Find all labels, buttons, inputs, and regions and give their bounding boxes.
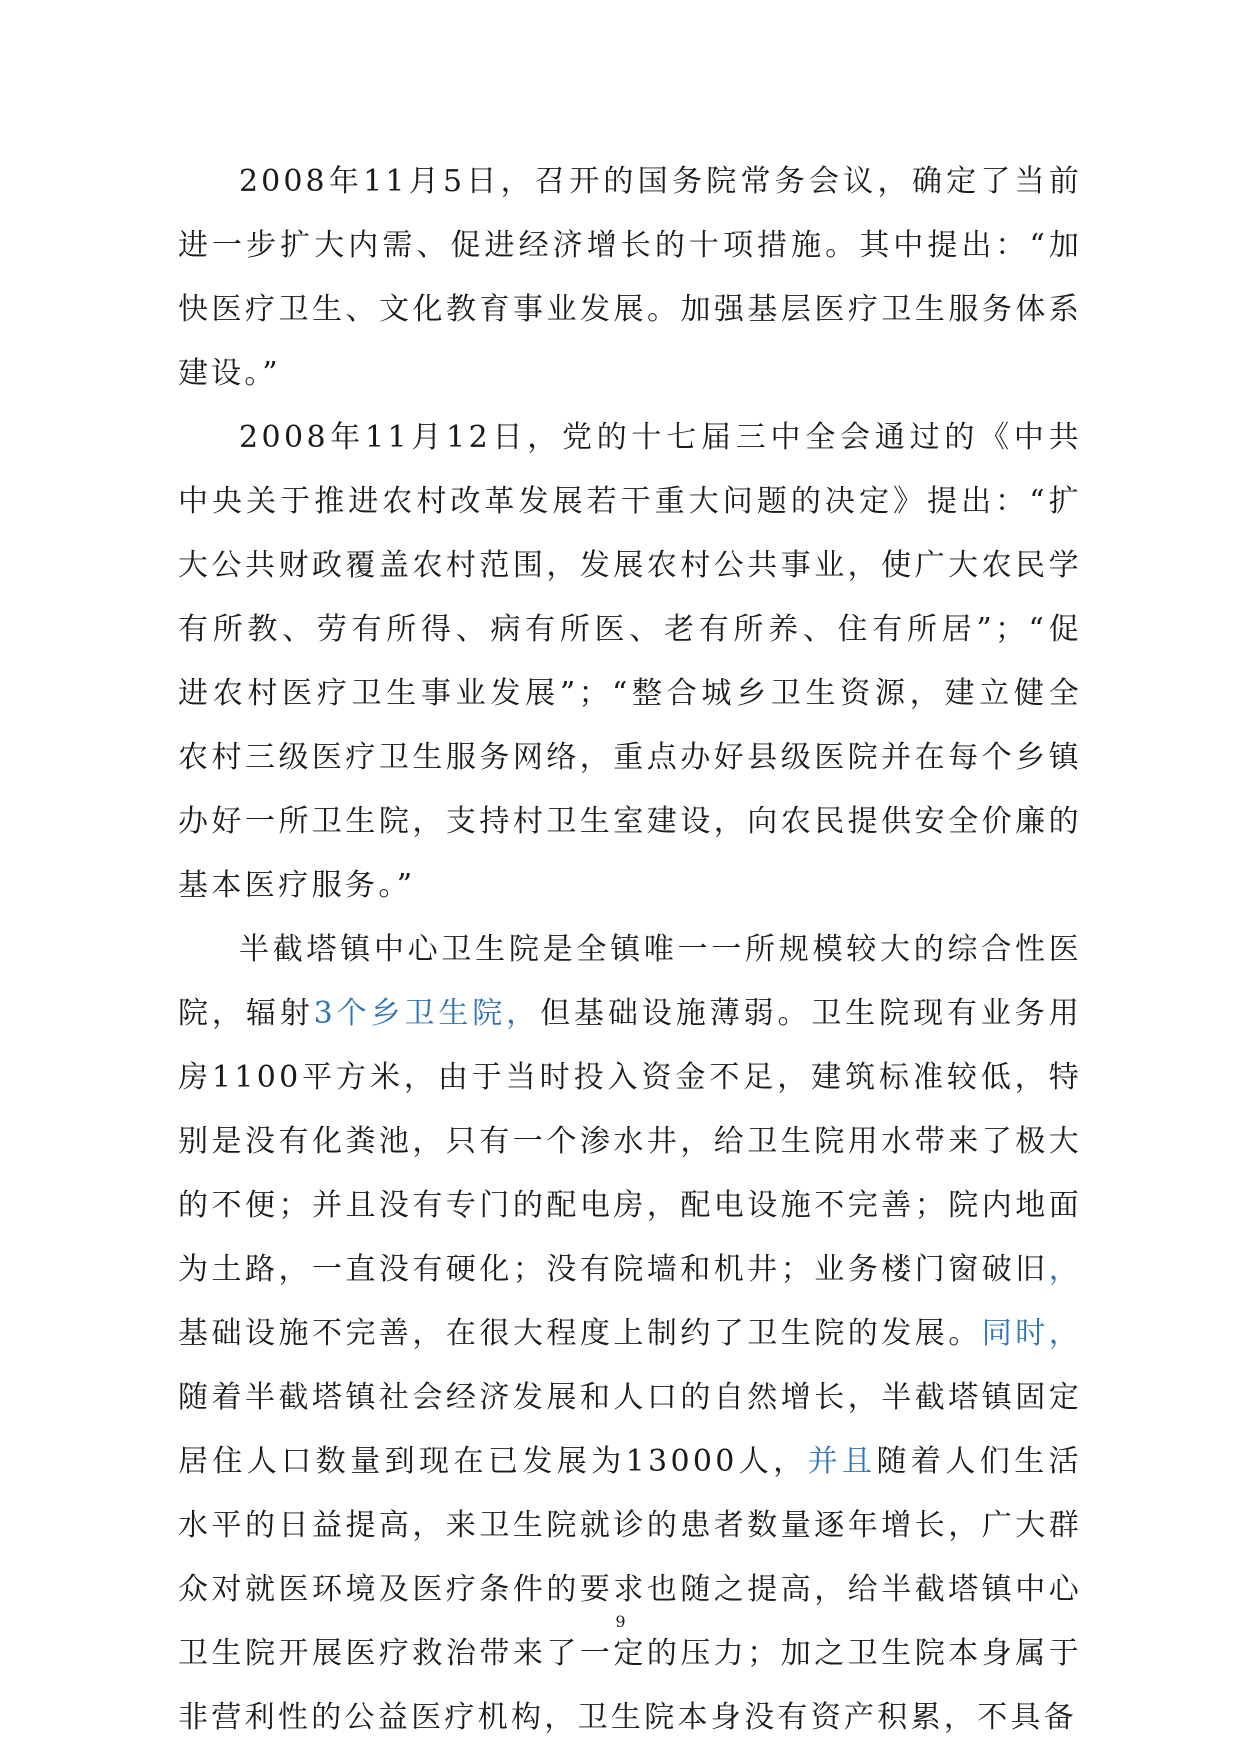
- text-segment: 2008年11月5日，召开的国务院常务会议，确定了当前进一步扩大内需、促进经济增长的十项措施。其中提出：“加快医疗卫生、文化教育事业发展。加强基层医疗卫生服务体系建设。”: [178, 164, 1082, 391]
- text-segment: 随着半截塔镇社会经济发展和人口的自然增长，半截塔镇固定居住人口数量到现在已发展为13000人，: [178, 1380, 1082, 1479]
- highlighted-text: 并且: [807, 1444, 877, 1479]
- text-segment: 基础设施不完善，在很大程度上制约了卫生院的发展。: [178, 1316, 982, 1351]
- text-segment: 但基础设施薄弱。卫生院现有业务用房1100平方米，由于当时投入资金不足，建筑标准较低，特别是没有化粪池，只有一个渗水井，给卫生院用水带来了极大的不便；并且没有专门的配电房，配电设施不完善；院内地面为土路，一直没有硬化；没有院墙和机井；业务楼门窗破旧: [178, 996, 1083, 1287]
- highlighted-text: 同时，: [981, 1316, 1082, 1351]
- text-segment: 随着人们生活水平的日益提高，来卫生院就诊的患者数量逐年增长，广大群众对就医环境及医疗条件的要求也随之提高，给半截塔镇中心卫生院开展医疗救治带来了一定的压力；加之卫生院本身属于非营利性的公益医疗机构，卫生院本身没有资产积累，不具备: [178, 1444, 1082, 1735]
- highlighted-text: ，: [1048, 1252, 1082, 1287]
- page-number: 9: [615, 1612, 626, 1631]
- paragraph-state-council-meeting: [178, 150, 1082, 406]
- text-segment: 半截塔镇中心卫生院是全镇唯一一所规模较大的综合性医院，辐射: [178, 932, 1082, 1031]
- body-text: [178, 150, 1082, 1750]
- text-segment: 2008年11月12日，党的十七届三中全会通过的《中共中央关于推进农村改革发展若干重大问题的决定》提出：“扩大公共财政覆盖农村范围，发展农村公共事业，使广大农民学有所教、劳有所得、病有所医、老有所养、住有所居”；“促进农村医疗卫生事业发展”；“整合城乡卫生资源，建立健全农村三级医疗卫生服务网络，重点办好县级医院并在每个乡镇办好一所卫生院，支持村卫生室建设，向农民提供安全价廉的基本医疗服务。”: [178, 420, 1082, 903]
- highlighted-text: 3个乡卫生院，: [313, 996, 541, 1031]
- paragraph-third-plenum-decision: [178, 406, 1082, 918]
